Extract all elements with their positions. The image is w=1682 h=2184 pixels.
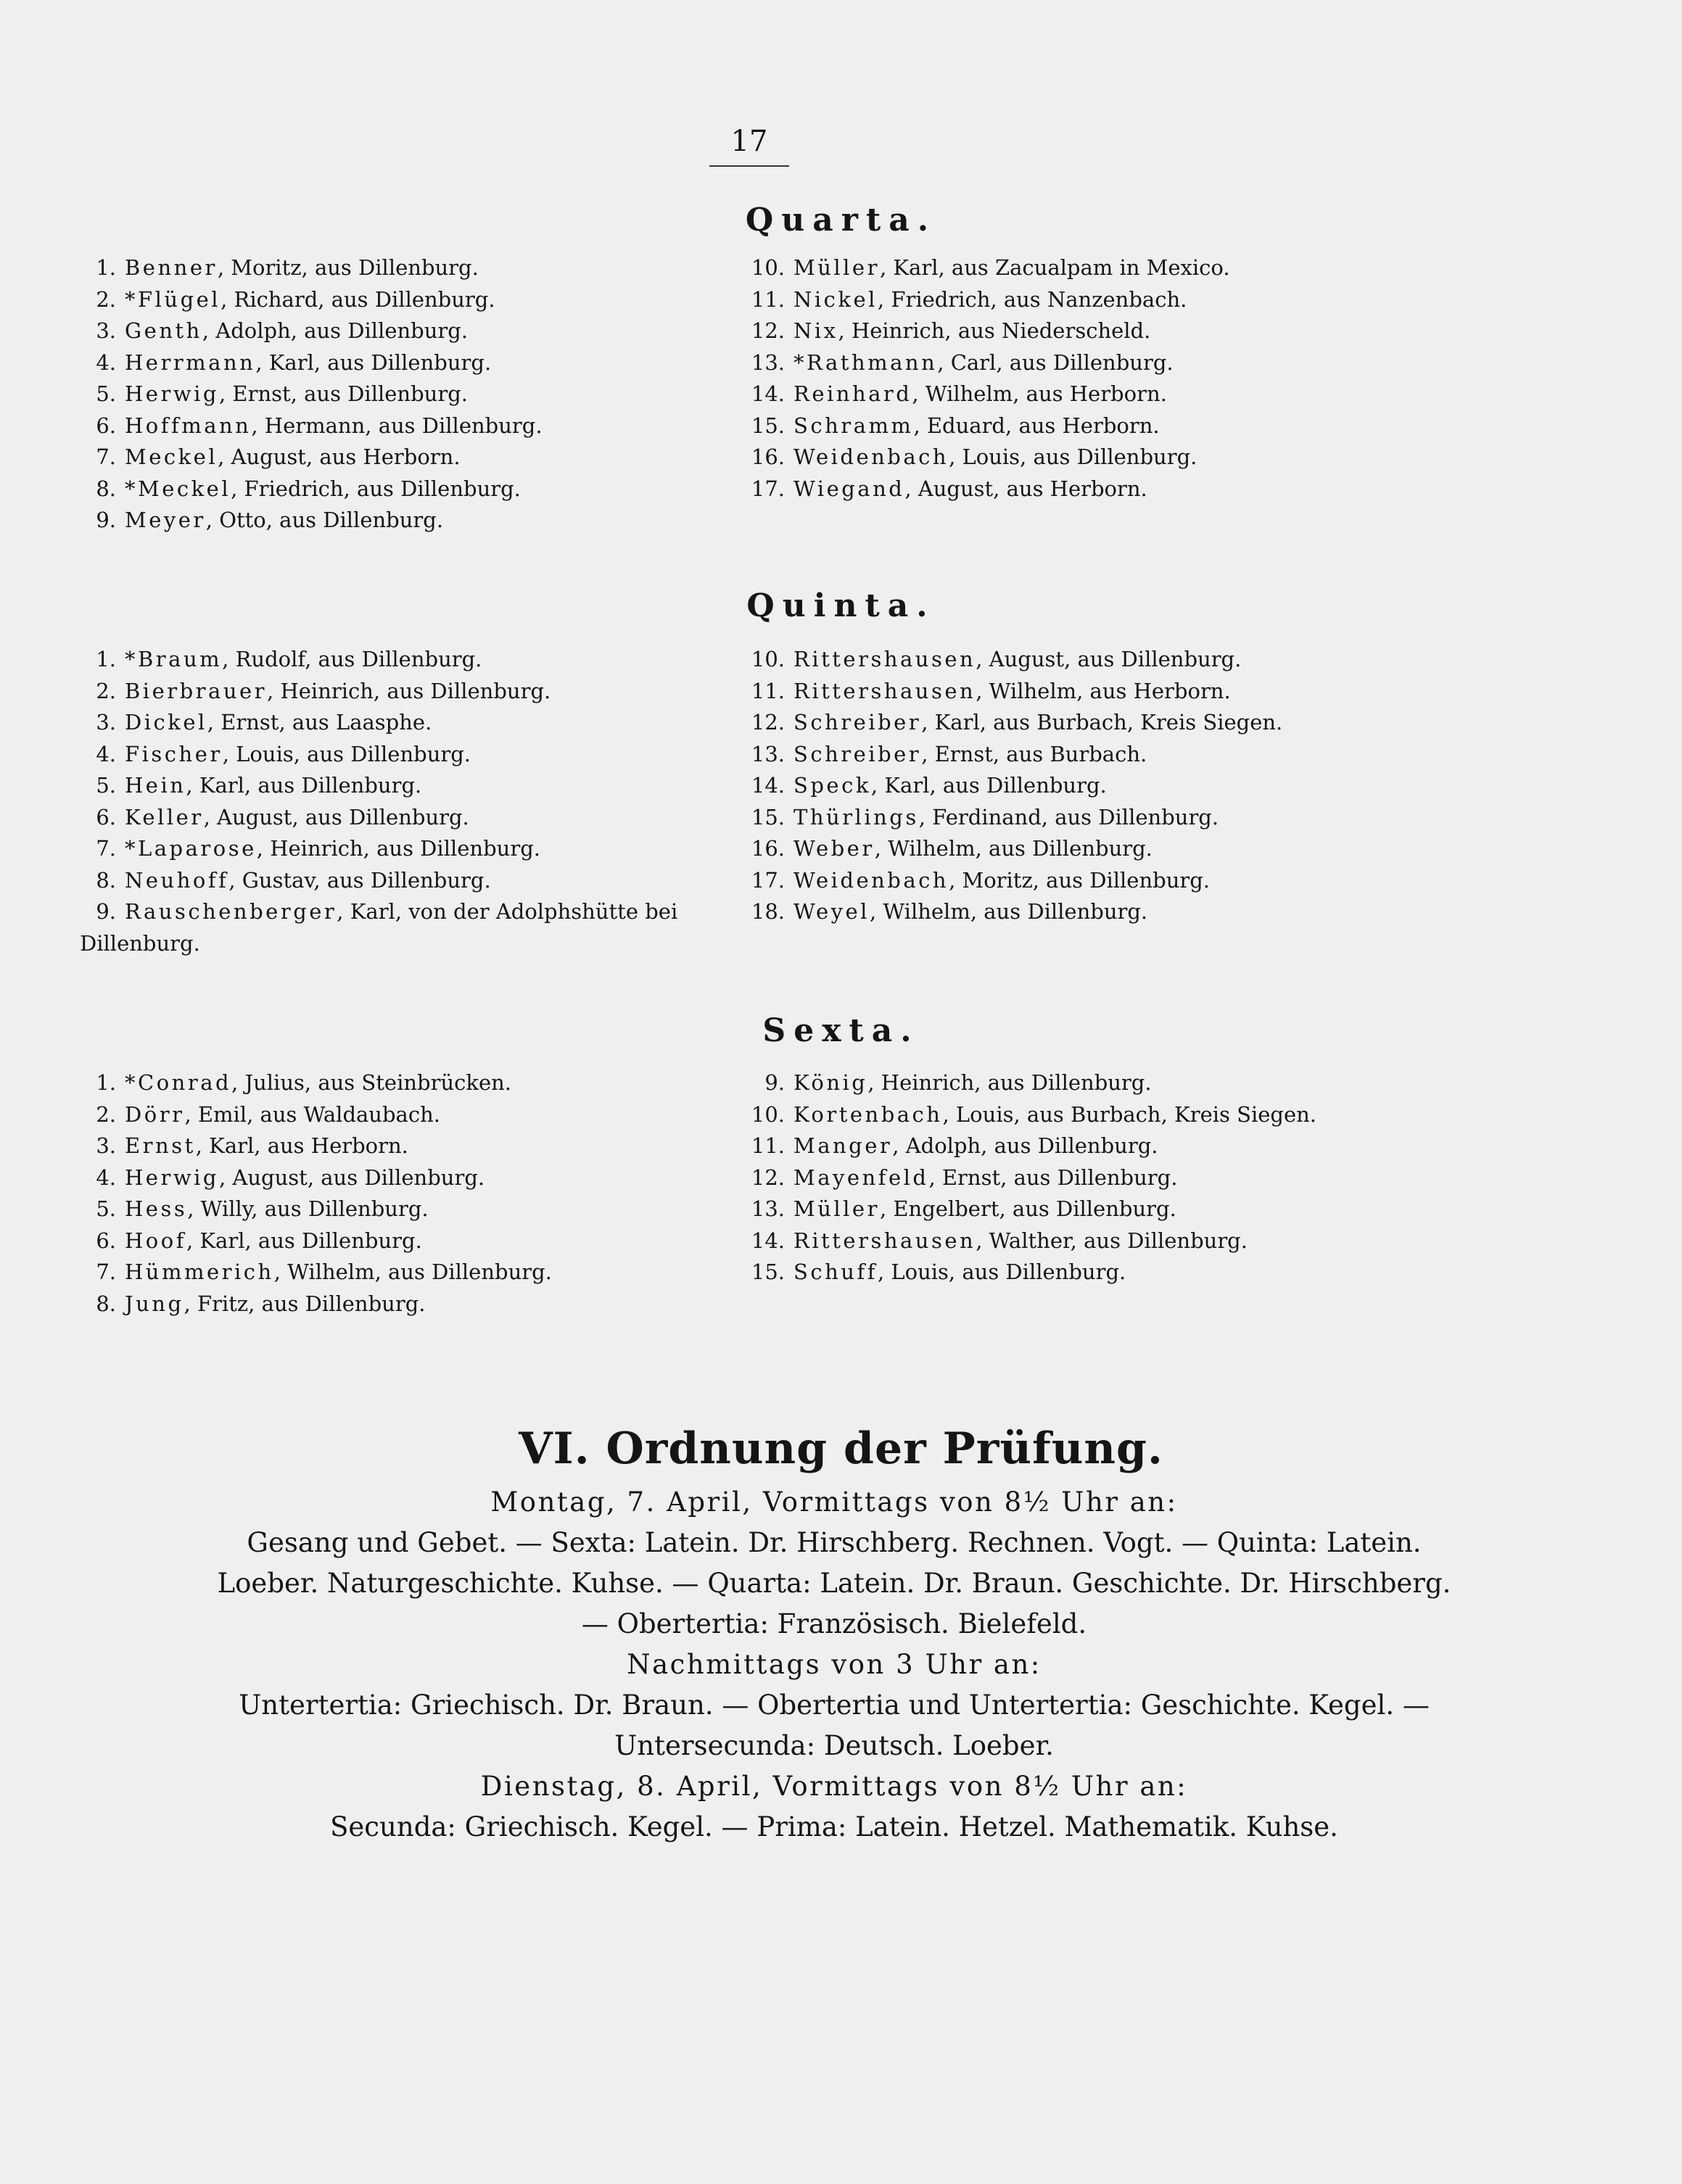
entry-details: , Wilhelm, aus Herborn. xyxy=(912,381,1167,406)
entry-number: 1. xyxy=(96,647,116,671)
student-entry xyxy=(80,1162,552,1194)
monday-morning-line-1: Gesang und Gebet. — Sexta: Latein. Dr. Hirschberg. Rechnen. Vogt. — Quinta: Latein. xyxy=(247,1527,1422,1558)
student-entry xyxy=(744,865,1282,897)
entry-details: , Louis, aus Dillenburg. xyxy=(949,444,1197,469)
entry-number: 2. xyxy=(96,1101,116,1127)
entry-surname: Nix xyxy=(793,318,838,343)
entry-surname: Keller xyxy=(125,804,204,830)
entry-details: , Ernst, aus Dillenburg. xyxy=(218,381,468,406)
entry-surname: Herrmann xyxy=(125,349,256,375)
entry-surname: Rittershausen xyxy=(793,1228,976,1253)
entry-surname: Neuhoff xyxy=(125,867,229,893)
student-entry xyxy=(80,410,543,442)
student-entry xyxy=(80,347,543,379)
entry-number: 6. xyxy=(96,804,116,830)
entry-details: , Karl, aus Herborn. xyxy=(195,1133,408,1158)
entry-number: 4. xyxy=(96,1165,116,1190)
entry-surname: Weber xyxy=(793,836,875,861)
entry-surname: Bierbrauer xyxy=(125,678,268,703)
student-entry xyxy=(80,379,543,410)
entry-surname: *Rathmann xyxy=(793,349,938,375)
entry-details: , Rudolf, aus Dillenburg. xyxy=(222,647,482,671)
monday-morning-line-3: — Obertertia: Französisch. Bielefeld. xyxy=(581,1608,1087,1639)
entry-number: 4. xyxy=(96,741,116,766)
student-entry xyxy=(80,442,543,473)
tuesday-morning-time: Dienstag, 8. April, Vormittags von 8½ Uhr an: xyxy=(480,1771,1188,1802)
student-entry xyxy=(80,252,543,284)
entry-details: , August, aus Dillenburg. xyxy=(203,804,469,830)
entry-number: 15. xyxy=(751,1259,785,1284)
entry-number: 13. xyxy=(751,349,785,375)
entry-details: , Heinrich, aus Dillenburg. xyxy=(256,836,540,861)
student-entry xyxy=(744,1067,1316,1099)
student-entry xyxy=(744,1099,1316,1131)
entry-surname: Thürlings xyxy=(793,804,919,830)
entry-number: 9. xyxy=(764,1070,785,1095)
entry-details: , Ernst, aus Burbach. xyxy=(921,741,1147,766)
entry-surname: Weidenbach xyxy=(793,444,949,469)
entry-details: , Karl, aus Dillenburg. xyxy=(870,773,1107,798)
exam-heading: VI. Ordnung der Prüfung. xyxy=(519,1423,1163,1474)
entry-surname: Hein xyxy=(125,773,186,798)
entry-details: , Ernst, aus Dillenburg. xyxy=(928,1165,1178,1190)
exam-schedule xyxy=(51,1482,1617,1848)
entry-details: , Karl, aus Dillenburg. xyxy=(186,1228,422,1253)
quinta-list-right xyxy=(744,644,1282,928)
sexta-list-left xyxy=(80,1067,552,1320)
student-entry xyxy=(744,315,1230,347)
entry-number: 11. xyxy=(751,1133,785,1158)
entry-number: 1. xyxy=(96,1070,116,1095)
entry-number: 14. xyxy=(751,1228,785,1253)
entry-surname: Rittershausen xyxy=(793,647,976,671)
entry-details: , Julius, aus Steinbrücken. xyxy=(231,1070,512,1095)
monday-afternoon-line-1: Untertertia: Griechisch. Dr. Braun. — Obertertia und Untertertia: Geschichte. Kegel. — xyxy=(239,1689,1430,1721)
student-entry xyxy=(80,1225,552,1257)
entry-number: 6. xyxy=(96,1228,116,1253)
entry-details: , Karl, aus Burbach, Kreis Siegen. xyxy=(921,710,1283,735)
entry-details: , Karl, aus Dillenburg. xyxy=(255,349,492,375)
student-entry xyxy=(80,896,718,959)
entry-number: 12. xyxy=(751,1165,785,1190)
entry-details: , August, aus Herborn. xyxy=(904,476,1147,501)
student-entry xyxy=(744,410,1230,442)
student-entry xyxy=(744,347,1230,379)
student-entry xyxy=(744,442,1230,473)
entry-details: , Hermann, aus Dillenburg. xyxy=(251,413,543,438)
entry-surname: Wiegand xyxy=(793,476,905,501)
student-entry xyxy=(744,1257,1316,1289)
student-entry xyxy=(744,802,1282,834)
entry-surname: Schreiber xyxy=(793,710,922,735)
student-entry xyxy=(80,770,718,802)
student-entry xyxy=(744,896,1282,928)
monday-morning-time: Montag, 7. April, Vormittags von 8½ Uhr an: xyxy=(490,1486,1178,1518)
entry-surname: Genth xyxy=(125,318,202,343)
student-entry xyxy=(80,739,718,771)
entry-surname: Dickel xyxy=(125,710,207,735)
entry-details: , Gustav, aus Dillenburg. xyxy=(228,867,491,893)
entry-details: , Wilhelm, aus Dillenburg. xyxy=(869,899,1148,924)
entry-number: 4. xyxy=(96,349,116,375)
student-entry xyxy=(80,1194,552,1225)
entry-surname: Hess xyxy=(125,1196,188,1221)
entry-surname: Kortenbach xyxy=(793,1101,943,1127)
entry-details: , Karl, aus Zacualpam in Mexico. xyxy=(879,255,1230,280)
entry-number: 5. xyxy=(96,381,116,406)
entry-surname: Müller xyxy=(793,1196,880,1221)
section-title-sexta: Sexta. xyxy=(762,1012,920,1049)
entry-number: 8. xyxy=(96,867,116,893)
entry-number: 18. xyxy=(751,899,785,924)
entry-continuation: Dillenburg. xyxy=(80,930,200,956)
entry-surname: Meyer xyxy=(125,508,206,532)
entry-number: 17. xyxy=(751,476,785,501)
student-entry xyxy=(744,676,1282,708)
entry-details: , Richard, aus Dillenburg. xyxy=(220,286,495,312)
student-entry xyxy=(80,644,718,676)
entry-number: 10. xyxy=(751,1101,785,1127)
entry-details: , Ernst, aus Laasphe. xyxy=(207,710,432,735)
entry-surname: *Braum xyxy=(125,647,223,671)
entry-number: 7. xyxy=(96,1259,116,1284)
entry-details: , Emil, aus Waldaubach. xyxy=(184,1101,440,1127)
monday-afternoon-line-2: Untersecunda: Deutsch. Loeber. xyxy=(614,1730,1054,1761)
entry-details: , Karl, aus Dillenburg. xyxy=(186,773,422,798)
entry-details: , Friedrich, aus Nanzenbach. xyxy=(877,286,1187,312)
section-title-quinta: Quinta. xyxy=(746,587,936,624)
student-entry xyxy=(80,1257,552,1289)
entry-surname: Herwig xyxy=(125,1165,219,1190)
student-entry xyxy=(744,1194,1316,1225)
entry-details: , Heinrich, aus Dillenburg. xyxy=(867,1070,1152,1095)
entry-surname: *Meckel xyxy=(125,476,231,501)
entry-details: , Willy, aus Dillenburg. xyxy=(187,1196,429,1221)
entry-number: 14. xyxy=(751,773,785,798)
entry-surname: Rauschenberger xyxy=(125,899,337,924)
student-entry xyxy=(80,315,543,347)
student-entry xyxy=(80,865,718,897)
student-entry xyxy=(744,1225,1316,1257)
entry-surname: *Conrad xyxy=(125,1070,232,1095)
entry-number: 7. xyxy=(96,444,116,469)
entry-surname: Herwig xyxy=(125,381,219,406)
entry-surname: Hümmerich xyxy=(125,1259,274,1284)
entry-surname: Reinhard xyxy=(793,381,912,406)
student-entry xyxy=(744,644,1282,676)
student-entry xyxy=(744,473,1230,505)
entry-number: 1. xyxy=(96,255,116,280)
entry-details: , Heinrich, aus Niederscheld. xyxy=(838,318,1151,343)
entry-details: , Wilhelm, aus Herborn. xyxy=(976,678,1231,703)
entry-number: 7. xyxy=(96,836,116,861)
entry-surname: Mayenfeld xyxy=(793,1165,929,1190)
sexta-list-right xyxy=(744,1067,1316,1289)
entry-number: 5. xyxy=(96,773,116,798)
student-entry xyxy=(744,833,1282,865)
entry-details: , Heinrich, aus Dillenburg. xyxy=(267,678,551,703)
entry-surname: Dörr xyxy=(125,1101,185,1127)
entry-number: 3. xyxy=(96,1133,116,1158)
entry-number: 13. xyxy=(751,1196,785,1221)
entry-details: , Ferdinand, aus Dillenburg. xyxy=(918,804,1219,830)
entry-details: , Eduard, aus Herborn. xyxy=(913,413,1160,438)
student-entry xyxy=(744,1130,1316,1162)
entry-surname: Manger xyxy=(793,1133,893,1158)
entry-surname: Speck xyxy=(793,773,871,798)
student-entry xyxy=(80,802,718,834)
entry-details: , Carl, aus Dillenburg. xyxy=(937,349,1174,375)
student-entry xyxy=(744,1162,1316,1194)
entry-details: , August, aus Dillenburg. xyxy=(976,647,1242,671)
entry-number: 8. xyxy=(96,1291,116,1316)
student-entry xyxy=(80,284,543,316)
entry-surname: Schramm xyxy=(793,413,914,438)
entry-details: , August, aus Dillenburg. xyxy=(218,1165,485,1190)
student-entry xyxy=(744,707,1282,739)
entry-number: 14. xyxy=(751,381,785,406)
entry-number: 10. xyxy=(751,647,785,671)
entry-number: 5. xyxy=(96,1196,116,1221)
entry-details: , Fritz, aus Dillenburg. xyxy=(184,1291,426,1316)
student-entry xyxy=(744,252,1230,284)
entry-details: , Moritz, aus Dillenburg. xyxy=(217,255,479,280)
entry-surname: Hoffmann xyxy=(125,413,252,438)
entry-details: , Engelbert, aus Dillenburg. xyxy=(879,1196,1176,1221)
entry-details: , Moritz, aus Dillenburg. xyxy=(949,867,1211,893)
student-entry xyxy=(80,707,718,739)
entry-surname: Benner xyxy=(125,255,218,280)
entry-number: 15. xyxy=(751,804,785,830)
entry-number: 3. xyxy=(96,710,116,735)
entry-number: 13. xyxy=(751,741,785,766)
entry-surname: Hoof xyxy=(125,1228,186,1253)
entry-details: , Friedrich, aus Dillenburg. xyxy=(231,476,521,501)
section-title-quarta: Quarta. xyxy=(745,202,937,239)
student-entry xyxy=(80,1130,552,1162)
entry-details: , August, aus Herborn. xyxy=(218,444,461,469)
entry-number: 11. xyxy=(751,286,785,312)
entry-number: 2. xyxy=(96,678,116,703)
entry-details: , Walther, aus Dillenburg. xyxy=(976,1228,1248,1253)
entry-surname: Fischer xyxy=(125,741,223,766)
entry-details: , Otto, aus Dillenburg. xyxy=(205,508,444,532)
entry-surname: *Laparose xyxy=(125,836,257,861)
page-number: 17 xyxy=(730,125,768,158)
entry-number: 10. xyxy=(751,255,785,280)
entry-surname: Rittershausen xyxy=(793,678,976,703)
entry-surname: Weidenbach xyxy=(793,867,949,893)
entry-details: , Adolph, aus Dillenburg. xyxy=(892,1133,1158,1158)
entry-number: 16. xyxy=(751,836,785,861)
entry-number: 15. xyxy=(751,413,785,438)
tuesday-morning-line-1: Secunda: Griechisch. Kegel. — Prima: Latein. Hetzel. Mathematik. Kuhse. xyxy=(330,1811,1338,1842)
student-entry xyxy=(80,1289,552,1320)
entry-details: , Adolph, aus Dillenburg. xyxy=(202,318,469,343)
entry-details: , Wilhelm, aus Dillenburg. xyxy=(874,836,1153,861)
entry-number: 16. xyxy=(751,444,785,469)
student-entry xyxy=(744,379,1230,410)
entry-details: , Louis, aus Dillenburg. xyxy=(877,1259,1126,1284)
entry-details: , Karl, von der Adolphshütte bei xyxy=(337,899,678,924)
entry-surname: Weyel xyxy=(793,899,870,924)
entry-number: 12. xyxy=(751,318,785,343)
entry-number: 12. xyxy=(751,710,785,735)
entry-surname: Meckel xyxy=(125,444,218,469)
quinta-list-left xyxy=(80,644,718,959)
entry-details: , Louis, aus Dillenburg. xyxy=(222,741,471,766)
entry-surname: Schreiber xyxy=(793,741,922,766)
student-entry xyxy=(744,739,1282,771)
entry-number: 9. xyxy=(96,899,116,924)
entry-surname: Ernst xyxy=(125,1133,196,1158)
entry-surname: König xyxy=(793,1070,868,1095)
entry-number: 17. xyxy=(751,867,785,893)
entry-number: 6. xyxy=(96,413,116,438)
quarta-list-left xyxy=(80,252,543,537)
entry-number: 8. xyxy=(96,476,116,501)
entry-surname: Müller xyxy=(793,255,880,280)
entry-details: , Wilhelm, aus Dillenburg. xyxy=(273,1259,552,1284)
entry-number: 2. xyxy=(96,286,116,312)
student-entry xyxy=(744,770,1282,802)
student-entry xyxy=(80,473,543,505)
student-entry xyxy=(80,676,718,708)
entry-number: 3. xyxy=(96,318,116,343)
monday-morning-line-2: Loeber. Naturgeschichte. Kuhse. — Quarta: Latein. Dr. Braun. Geschichte. Dr. Hirschberg. xyxy=(217,1568,1451,1599)
entry-surname: *Flügel xyxy=(125,286,221,312)
student-entry xyxy=(80,505,543,537)
page-number-rule xyxy=(709,165,789,167)
monday-afternoon-time: Nachmittags von 3 Uhr an: xyxy=(627,1649,1042,1680)
student-entry xyxy=(80,833,718,865)
quarta-list-right xyxy=(744,252,1230,505)
entry-number: 9. xyxy=(96,508,116,532)
student-entry xyxy=(80,1099,552,1131)
entry-surname: Jung xyxy=(125,1291,184,1316)
student-entry xyxy=(744,284,1230,316)
student-entry xyxy=(80,1067,552,1099)
entry-surname: Schuff xyxy=(793,1259,878,1284)
entry-details: , Louis, aus Burbach, Kreis Siegen. xyxy=(942,1101,1317,1127)
entry-surname: Nickel xyxy=(793,286,878,312)
entry-number: 11. xyxy=(751,678,785,703)
